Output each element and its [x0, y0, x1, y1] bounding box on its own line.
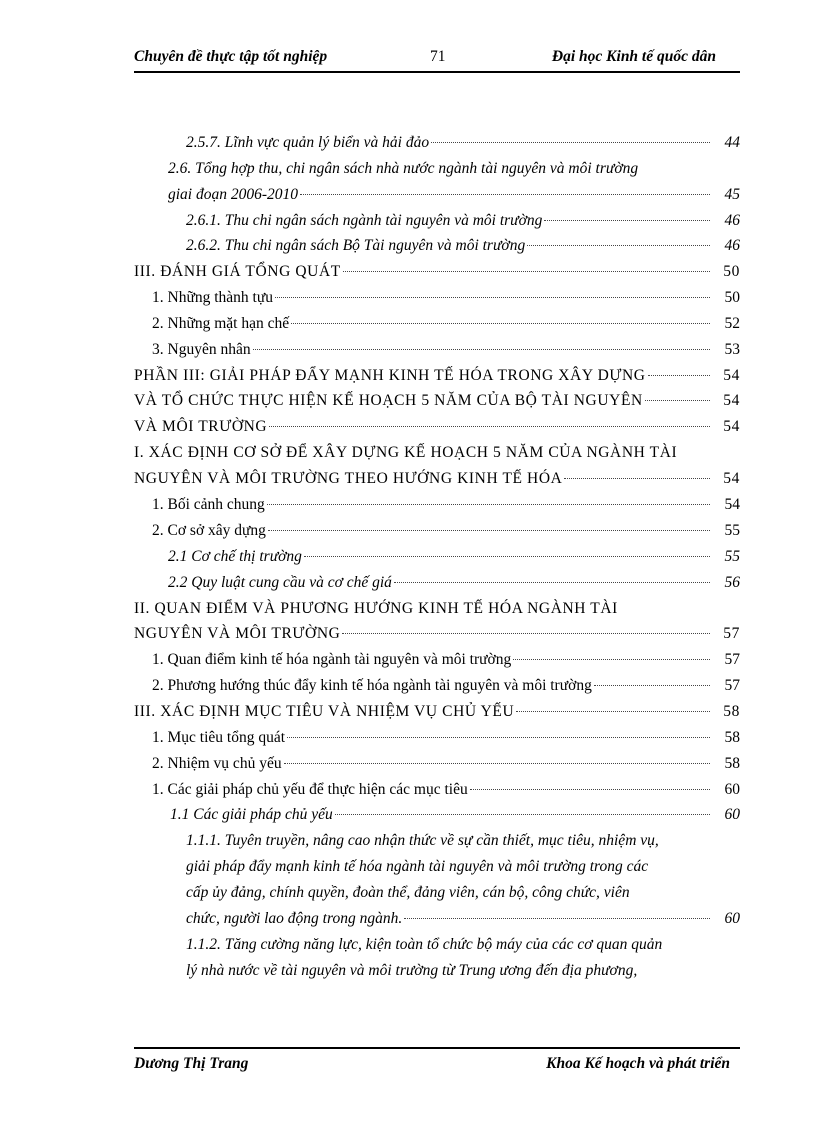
- toc-entry-title: III. ĐÁNH GIÁ TỔNG QUÁT: [134, 263, 341, 280]
- toc-entry-page: 60: [724, 781, 740, 798]
- toc-entry-title: 2.6. Tổng hợp thu, chi ngân sách nhà nước ngành tài nguyên và môi trường: [168, 160, 639, 177]
- toc-entry-page: 45: [724, 186, 740, 203]
- toc-entry-title: 2.5.7. Lĩnh vực quản lý biển và hải đảo: [186, 134, 430, 151]
- toc-entry-page: 58: [724, 729, 740, 746]
- page-header: [134, 48, 740, 72]
- toc-entry-page: 60: [724, 806, 740, 823]
- toc-entry-title: cấp ủy đảng, chính quyền, đoàn thể, đảng viên, cán bộ, công chức, viên: [186, 884, 630, 901]
- dot-leader: [648, 375, 710, 376]
- toc-entry: [134, 260, 740, 284]
- dot-leader: [291, 323, 710, 324]
- toc-entry: [152, 752, 740, 776]
- toc-entry: [134, 441, 740, 465]
- dot-leader: [470, 789, 710, 790]
- toc-entry: [152, 312, 740, 336]
- toc-entry-page: 53: [724, 341, 740, 358]
- toc-entry-title: 1. Quan điểm kinh tế hóa ngành tài nguyên và môi trường: [152, 651, 512, 668]
- toc-entry-title: I. XÁC ĐỊNH CƠ SỞ ĐỂ XÂY DỰNG KẾ HOẠCH 5 NĂM CỦA NGÀNH TÀI: [134, 444, 678, 461]
- toc-entry-page: 58: [724, 755, 740, 772]
- toc-entry-title: VÀ MÔI TRƯỜNG: [134, 418, 268, 435]
- toc-entry-page: 46: [724, 237, 740, 254]
- toc-entry: [134, 415, 740, 439]
- toc-entry-title: 1. Mục tiêu tổng quát: [152, 729, 286, 746]
- toc-entry: [186, 855, 740, 879]
- toc-entry-title: III. XÁC ĐỊNH MỤC TIÊU VÀ NHIỆM VỤ CHỦ YẾU: [134, 703, 515, 720]
- toc-entry-title: giai đoạn 2006-2010: [168, 186, 299, 203]
- toc-entry-page: 55: [724, 522, 740, 539]
- dot-leader: [544, 220, 710, 221]
- toc-entry: [168, 571, 740, 595]
- toc-entry: [134, 389, 740, 413]
- toc-entry: [168, 183, 740, 207]
- toc-entry-title: 3. Nguyên nhân: [152, 341, 251, 358]
- toc-entry: [134, 364, 740, 388]
- toc-entry-title: II. QUAN ĐIỂM VÀ PHƯƠNG HƯỚNG KINH TẾ HÓA NGÀNH TÀI: [134, 600, 618, 617]
- toc-entry: [152, 674, 740, 698]
- footer-rule: [134, 1047, 740, 1049]
- dot-leader: [594, 685, 710, 686]
- dot-leader: [342, 633, 710, 634]
- toc-entry: [186, 131, 740, 155]
- dot-leader: [516, 711, 710, 712]
- dot-leader: [287, 737, 710, 738]
- faculty-name: Khoa Kế hoạch và phát triển: [546, 1055, 730, 1072]
- toc-entry-title: 1. Các giải pháp chủ yếu để thực hiện các mục tiêu: [152, 781, 468, 798]
- toc-entry-page: 44: [724, 134, 740, 151]
- toc-entry-title: lý nhà nước về tài nguyên và môi trường từ Trung ương đến địa phương,: [186, 962, 638, 979]
- toc-entry: [186, 959, 740, 983]
- dot-leader: [267, 504, 710, 505]
- dot-leader: [335, 814, 710, 815]
- toc-entry: [152, 493, 740, 517]
- toc-entry: [152, 286, 740, 310]
- toc-entry: [186, 933, 740, 957]
- toc-entry-page: 57: [724, 651, 740, 668]
- toc-entry: [186, 829, 740, 853]
- toc-entry-title: 1. Bối cảnh chung: [152, 496, 265, 513]
- toc-entry-title: PHẦN III: GIẢI PHÁP ĐẨY MẠNH KINH TẾ HÓA TRONG XÂY DỰNG: [134, 367, 646, 384]
- toc-entry-page: 52: [724, 315, 740, 332]
- dot-leader: [394, 582, 710, 583]
- toc-entry-title: 2. Phương hướng thúc đẩy kinh tế hóa ngành tài nguyên và môi trường: [152, 677, 592, 694]
- toc-entry: [152, 648, 740, 672]
- toc-entry-title: 2.6.1. Thu chi ngân sách ngành tài nguyên và môi trường: [186, 212, 543, 229]
- toc-entry: [152, 778, 740, 802]
- toc-entry-page: 56: [724, 574, 740, 591]
- toc-entry-page: 46: [724, 212, 740, 229]
- dot-leader: [253, 349, 710, 350]
- toc-entry: [186, 907, 740, 931]
- toc-entry: [186, 234, 740, 258]
- toc-entry-title: NGUYÊN VÀ MÔI TRƯỜNG THEO HƯỚNG KINH TẾ HÓA: [134, 470, 563, 487]
- toc-entry: [186, 209, 740, 233]
- toc-entry: [152, 338, 740, 362]
- toc-entry-title: 1.1.1. Tuyên truyền, nâng cao nhận thức về sự cần thiết, mục tiêu, nhiệm vụ,: [186, 832, 659, 849]
- toc-entry-page: 57: [723, 625, 740, 642]
- dot-leader: [268, 530, 710, 531]
- dot-leader: [304, 556, 710, 557]
- toc-entry-title: 2. Nhiệm vụ chủ yếu: [152, 755, 282, 772]
- dot-leader: [300, 194, 710, 195]
- dot-leader: [564, 478, 710, 479]
- author-name: Dương Thị Trang: [134, 1055, 249, 1072]
- toc-entry: [152, 519, 740, 543]
- toc-entry-title: NGUYÊN VÀ MÔI TRƯỜNG: [134, 625, 341, 642]
- toc-entry: [152, 726, 740, 750]
- toc-entry: [134, 597, 740, 621]
- toc-entry-title: 1.1 Các giải pháp chủ yếu: [170, 806, 333, 823]
- toc-entry-page: 54: [723, 367, 740, 384]
- toc-entry-title: chức, người lao động trong ngành.: [186, 910, 403, 927]
- toc-entry-title: giải pháp đẩy mạnh kinh tế hóa ngành tài nguyên và môi trường trong các: [186, 858, 649, 875]
- toc-entry-page: 50: [724, 289, 740, 306]
- dot-leader: [431, 142, 710, 143]
- toc-entry-title: 2.1 Cơ chế thị trường: [168, 548, 302, 565]
- toc-entry-title: 1. Những thành tựu: [152, 289, 273, 306]
- toc-entry-title: VÀ TỔ CHỨC THỰC HIỆN KẾ HOẠCH 5 NĂM CỦA BỘ TÀI NGUYÊN: [134, 392, 643, 409]
- dot-leader: [343, 271, 710, 272]
- toc-entry-page: 60: [724, 910, 740, 927]
- toc-entry-page: 54: [723, 392, 740, 409]
- toc-entry-title: 2.2 Quy luật cung cầu và cơ chế giá: [168, 574, 392, 591]
- page-number: 71: [430, 48, 446, 65]
- toc-entry-page: 50: [723, 263, 740, 280]
- toc-entry-page: 55: [724, 548, 740, 565]
- page-footer: [134, 1055, 740, 1077]
- header-rule: [134, 71, 740, 73]
- toc-entry-page: 54: [724, 496, 740, 513]
- toc-entry-title: 1.1.2. Tăng cường năng lực, kiện toàn tổ chức bộ máy của các cơ quan quản: [186, 936, 663, 953]
- header-title: Chuyên đề thực tập tốt nghiệp: [134, 48, 328, 65]
- toc-entry-page: 58: [723, 703, 740, 720]
- toc-entry: [134, 622, 740, 646]
- toc-entry: [134, 700, 740, 724]
- toc-entry: [170, 803, 740, 827]
- toc-entry: [168, 157, 740, 181]
- dot-leader: [269, 426, 710, 427]
- dot-leader: [284, 763, 710, 764]
- toc-entry-title: 2.6.2. Thu chi ngân sách Bộ Tài nguyên và môi trường: [186, 237, 526, 254]
- toc-entry-title: 2. Cơ sở xây dựng: [152, 522, 266, 539]
- dot-leader: [513, 659, 710, 660]
- toc-entry-title: 2. Những mặt hạn chế: [152, 315, 290, 332]
- dot-leader: [404, 918, 710, 919]
- toc-entry-page: 54: [723, 470, 740, 487]
- toc-entry: [134, 467, 740, 491]
- dot-leader: [527, 245, 710, 246]
- dot-leader: [275, 297, 710, 298]
- toc-entry: [186, 881, 740, 905]
- toc-entry: [168, 545, 740, 569]
- toc-entry-page: 57: [724, 677, 740, 694]
- dot-leader: [645, 400, 710, 401]
- toc-entry-page: 54: [723, 418, 740, 435]
- header-university: Đại học Kinh tế quốc dân: [551, 48, 716, 65]
